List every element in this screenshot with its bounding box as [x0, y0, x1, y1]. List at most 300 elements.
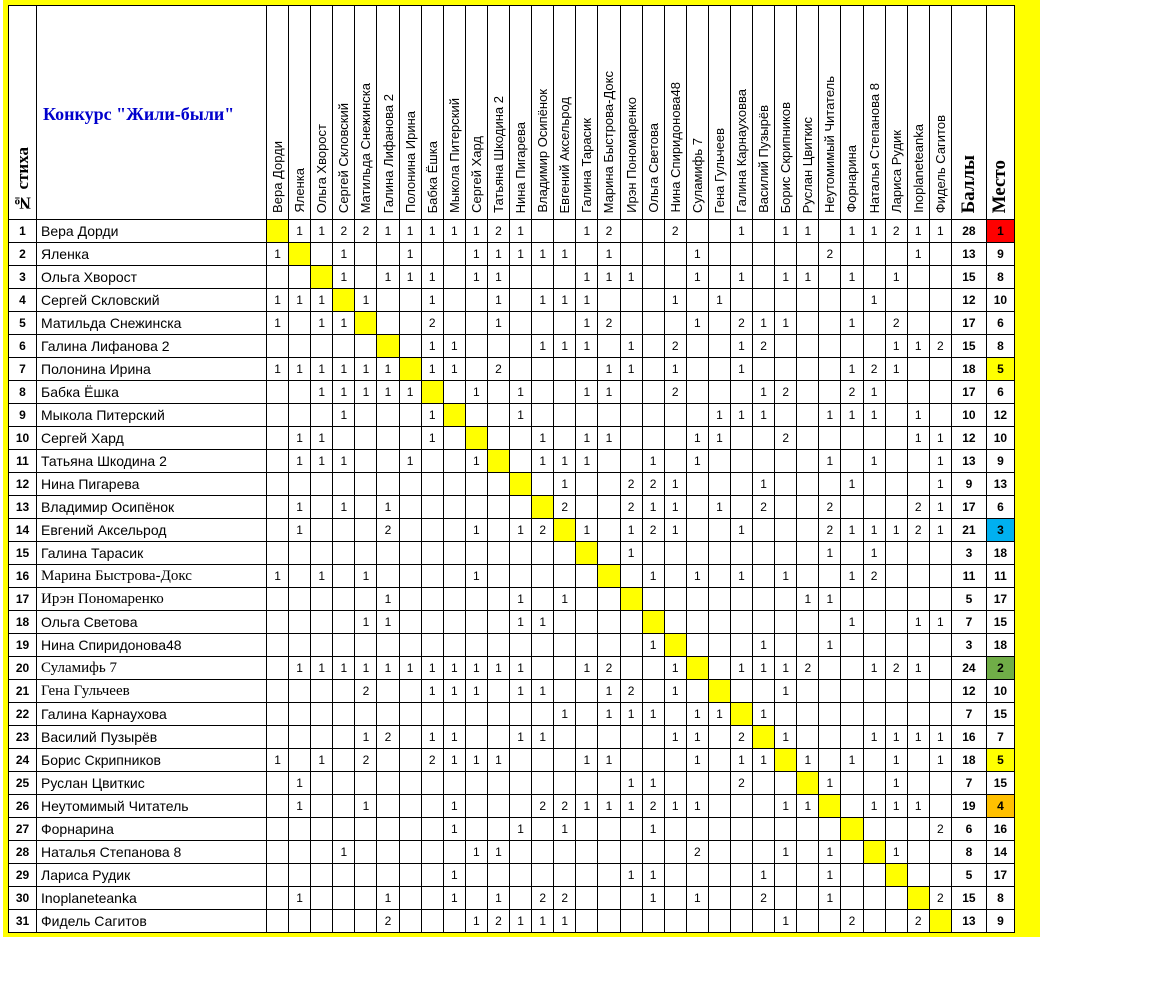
vote-cell[interactable]: 1 [377, 496, 399, 519]
vote-cell[interactable] [333, 703, 355, 726]
vote-cell[interactable]: 1 [355, 289, 377, 312]
vote-cell[interactable] [730, 381, 752, 404]
diagonal-cell[interactable] [532, 496, 554, 519]
vote-cell[interactable]: 1 [510, 657, 532, 680]
number-column-header[interactable] [9, 6, 37, 220]
vote-cell[interactable] [289, 588, 311, 611]
vote-cell[interactable]: 1 [775, 726, 797, 749]
vote-cell[interactable]: 1 [841, 266, 863, 289]
vote-cell[interactable] [797, 358, 819, 381]
vote-cell[interactable] [576, 841, 598, 864]
vote-cell[interactable] [554, 266, 576, 289]
vote-cell[interactable] [620, 450, 642, 473]
diagonal-cell[interactable] [708, 680, 730, 703]
diagonal-cell[interactable] [355, 312, 377, 335]
vote-cell[interactable] [620, 565, 642, 588]
vote-cell[interactable] [465, 289, 487, 312]
vote-cell[interactable] [355, 864, 377, 887]
vote-cell[interactable]: 1 [686, 312, 708, 335]
vote-cell[interactable] [819, 427, 841, 450]
vote-cell[interactable] [421, 611, 443, 634]
vote-cell[interactable]: 1 [863, 542, 885, 565]
vote-cell[interactable] [730, 496, 752, 519]
vote-cell[interactable] [819, 358, 841, 381]
row-number[interactable]: 22 [9, 703, 37, 726]
vote-cell[interactable] [797, 542, 819, 565]
vote-cell[interactable] [289, 312, 311, 335]
vote-cell[interactable] [686, 910, 708, 933]
vote-cell[interactable]: 1 [753, 473, 775, 496]
vote-cell[interactable]: 1 [487, 887, 509, 910]
vote-cell[interactable] [465, 358, 487, 381]
vote-cell[interactable]: 1 [554, 289, 576, 312]
vote-cell[interactable] [465, 726, 487, 749]
vote-cell[interactable] [753, 588, 775, 611]
vote-cell[interactable] [598, 841, 620, 864]
vote-cell[interactable] [267, 818, 289, 841]
vote-cell[interactable] [421, 588, 443, 611]
vote-cell[interactable] [620, 404, 642, 427]
vote-cell[interactable] [443, 381, 465, 404]
vote-cell[interactable]: 1 [443, 220, 465, 243]
row-number[interactable]: 7 [9, 358, 37, 381]
vote-cell[interactable] [267, 680, 289, 703]
vote-cell[interactable]: 1 [289, 496, 311, 519]
vote-cell[interactable]: 1 [443, 335, 465, 358]
row-number[interactable]: 10 [9, 427, 37, 450]
vote-cell[interactable] [885, 703, 907, 726]
vote-cell[interactable] [510, 542, 532, 565]
vote-cell[interactable] [267, 841, 289, 864]
vote-cell[interactable]: 2 [664, 335, 686, 358]
vote-cell[interactable] [465, 795, 487, 818]
author-name-cell[interactable]: Нина Спиридонова48 [37, 634, 267, 657]
vote-cell[interactable]: 2 [929, 887, 951, 910]
vote-cell[interactable]: 1 [664, 473, 686, 496]
vote-cell[interactable]: 1 [465, 565, 487, 588]
vote-cell[interactable]: 1 [311, 220, 333, 243]
vote-cell[interactable] [885, 818, 907, 841]
vote-cell[interactable] [598, 519, 620, 542]
vote-cell[interactable] [399, 611, 421, 634]
vote-cell[interactable] [443, 841, 465, 864]
vote-cell[interactable]: 1 [576, 749, 598, 772]
vote-cell[interactable] [377, 680, 399, 703]
vote-cell[interactable]: 1 [664, 680, 686, 703]
vote-cell[interactable] [708, 542, 730, 565]
vote-cell[interactable] [465, 542, 487, 565]
author-name-cell[interactable]: Ольга Хворост [37, 266, 267, 289]
vote-cell[interactable]: 2 [686, 841, 708, 864]
vote-cell[interactable]: 1 [841, 611, 863, 634]
vote-cell[interactable] [532, 703, 554, 726]
vote-cell[interactable] [797, 841, 819, 864]
row-number[interactable]: 9 [9, 404, 37, 427]
vote-cell[interactable] [399, 565, 421, 588]
vote-cell[interactable] [399, 404, 421, 427]
vote-cell[interactable]: 2 [863, 565, 885, 588]
column-header-7[interactable] [399, 6, 421, 220]
vote-cell[interactable] [929, 864, 951, 887]
vote-cell[interactable] [863, 588, 885, 611]
vote-cell[interactable] [311, 542, 333, 565]
vote-cell[interactable] [841, 772, 863, 795]
vote-cell[interactable] [642, 404, 664, 427]
author-name-cell[interactable]: Евгений Аксельрод [37, 519, 267, 542]
vote-cell[interactable] [797, 726, 819, 749]
vote-cell[interactable] [576, 726, 598, 749]
vote-cell[interactable] [267, 703, 289, 726]
vote-cell[interactable] [753, 565, 775, 588]
column-header-6[interactable] [377, 6, 399, 220]
place-cell[interactable]: 6 [986, 312, 1014, 335]
place-cell[interactable]: 3 [986, 519, 1014, 542]
vote-cell[interactable]: 2 [730, 726, 752, 749]
vote-cell[interactable] [797, 634, 819, 657]
place-cell[interactable]: 6 [986, 496, 1014, 519]
vote-cell[interactable] [421, 473, 443, 496]
place-cell[interactable]: 5 [986, 749, 1014, 772]
author-name-cell[interactable]: Яленка [37, 243, 267, 266]
vote-cell[interactable]: 1 [885, 266, 907, 289]
vote-cell[interactable] [929, 404, 951, 427]
vote-cell[interactable]: 1 [708, 703, 730, 726]
vote-cell[interactable] [730, 611, 752, 634]
vote-cell[interactable]: 1 [487, 312, 509, 335]
diagonal-cell[interactable] [642, 611, 664, 634]
vote-cell[interactable] [753, 542, 775, 565]
vote-cell[interactable]: 2 [333, 220, 355, 243]
vote-cell[interactable] [576, 404, 598, 427]
vote-cell[interactable] [753, 795, 775, 818]
vote-cell[interactable] [267, 542, 289, 565]
vote-cell[interactable] [377, 795, 399, 818]
vote-cell[interactable]: 1 [863, 726, 885, 749]
vote-cell[interactable]: 1 [289, 795, 311, 818]
row-number[interactable]: 18 [9, 611, 37, 634]
author-name-cell[interactable]: Inoplaneteanka [37, 887, 267, 910]
place-cell[interactable]: 5 [986, 358, 1014, 381]
diagonal-cell[interactable] [311, 266, 333, 289]
vote-cell[interactable] [355, 818, 377, 841]
vote-cell[interactable] [841, 450, 863, 473]
author-name-cell[interactable]: Руслан Цвиткис [37, 772, 267, 795]
vote-cell[interactable]: 1 [465, 243, 487, 266]
vote-cell[interactable] [510, 450, 532, 473]
vote-cell[interactable]: 1 [333, 657, 355, 680]
vote-cell[interactable] [289, 404, 311, 427]
vote-cell[interactable]: 1 [907, 427, 929, 450]
vote-cell[interactable] [333, 910, 355, 933]
vote-cell[interactable] [708, 588, 730, 611]
vote-cell[interactable]: 1 [554, 588, 576, 611]
vote-cell[interactable] [863, 634, 885, 657]
vote-cell[interactable] [510, 565, 532, 588]
vote-cell[interactable]: 2 [664, 220, 686, 243]
vote-cell[interactable] [355, 404, 377, 427]
vote-cell[interactable]: 1 [797, 588, 819, 611]
author-name-cell[interactable]: Ирэн Пономаренко [37, 588, 267, 611]
score-cell[interactable]: 5 [951, 864, 986, 887]
vote-cell[interactable] [399, 795, 421, 818]
vote-cell[interactable] [841, 634, 863, 657]
vote-cell[interactable] [686, 611, 708, 634]
vote-cell[interactable]: 2 [598, 220, 620, 243]
vote-cell[interactable] [708, 887, 730, 910]
vote-cell[interactable]: 1 [399, 243, 421, 266]
vote-cell[interactable]: 1 [532, 726, 554, 749]
vote-cell[interactable] [421, 841, 443, 864]
vote-cell[interactable] [377, 749, 399, 772]
vote-cell[interactable] [465, 404, 487, 427]
vote-cell[interactable] [399, 519, 421, 542]
vote-cell[interactable] [753, 427, 775, 450]
vote-cell[interactable] [708, 335, 730, 358]
vote-cell[interactable] [598, 772, 620, 795]
vote-cell[interactable]: 1 [775, 266, 797, 289]
vote-cell[interactable] [510, 358, 532, 381]
vote-cell[interactable]: 1 [797, 795, 819, 818]
row-number[interactable]: 13 [9, 496, 37, 519]
vote-cell[interactable] [664, 910, 686, 933]
diagonal-cell[interactable] [819, 795, 841, 818]
place-cell[interactable]: 10 [986, 680, 1014, 703]
vote-cell[interactable] [929, 565, 951, 588]
author-name-cell[interactable]: Форнарина [37, 818, 267, 841]
vote-cell[interactable]: 1 [907, 220, 929, 243]
vote-cell[interactable]: 1 [421, 657, 443, 680]
vote-cell[interactable]: 1 [510, 726, 532, 749]
diagonal-cell[interactable] [487, 450, 509, 473]
place-cell[interactable]: 17 [986, 864, 1014, 887]
vote-cell[interactable] [399, 427, 421, 450]
vote-cell[interactable] [267, 795, 289, 818]
vote-cell[interactable]: 2 [907, 496, 929, 519]
vote-cell[interactable] [399, 289, 421, 312]
vote-cell[interactable]: 1 [421, 680, 443, 703]
vote-cell[interactable] [819, 381, 841, 404]
vote-cell[interactable]: 1 [443, 657, 465, 680]
vote-cell[interactable] [377, 312, 399, 335]
score-cell[interactable]: 15 [951, 335, 986, 358]
vote-cell[interactable]: 1 [443, 864, 465, 887]
vote-cell[interactable] [311, 404, 333, 427]
vote-cell[interactable] [510, 289, 532, 312]
vote-cell[interactable] [708, 841, 730, 864]
vote-cell[interactable] [907, 818, 929, 841]
vote-cell[interactable] [863, 680, 885, 703]
vote-cell[interactable]: 2 [377, 726, 399, 749]
vote-cell[interactable] [377, 565, 399, 588]
vote-cell[interactable]: 1 [289, 220, 311, 243]
vote-cell[interactable]: 1 [642, 496, 664, 519]
row-number[interactable]: 5 [9, 312, 37, 335]
author-name-cell[interactable]: Галина Лифанова 2 [37, 335, 267, 358]
vote-cell[interactable] [443, 634, 465, 657]
author-name-cell[interactable]: Лариса Рудик [37, 864, 267, 887]
vote-cell[interactable] [267, 473, 289, 496]
vote-cell[interactable]: 1 [797, 220, 819, 243]
vote-cell[interactable]: 1 [775, 795, 797, 818]
vote-cell[interactable] [267, 910, 289, 933]
vote-cell[interactable]: 1 [554, 818, 576, 841]
vote-cell[interactable] [465, 634, 487, 657]
vote-cell[interactable] [355, 542, 377, 565]
vote-cell[interactable]: 2 [819, 243, 841, 266]
vote-cell[interactable] [819, 726, 841, 749]
vote-cell[interactable]: 1 [289, 772, 311, 795]
vote-cell[interactable] [929, 266, 951, 289]
vote-cell[interactable] [907, 450, 929, 473]
vote-cell[interactable] [929, 841, 951, 864]
vote-cell[interactable] [775, 634, 797, 657]
vote-cell[interactable]: 1 [642, 772, 664, 795]
vote-cell[interactable] [554, 841, 576, 864]
vote-cell[interactable] [620, 289, 642, 312]
vote-cell[interactable] [377, 841, 399, 864]
vote-cell[interactable] [841, 588, 863, 611]
vote-cell[interactable]: 1 [819, 841, 841, 864]
vote-cell[interactable] [753, 680, 775, 703]
vote-cell[interactable] [576, 565, 598, 588]
author-name-cell[interactable]: Татьяна Шкодина 2 [37, 450, 267, 473]
vote-cell[interactable] [863, 496, 885, 519]
vote-cell[interactable] [841, 680, 863, 703]
vote-cell[interactable] [598, 634, 620, 657]
vote-cell[interactable]: 1 [863, 220, 885, 243]
vote-cell[interactable]: 1 [841, 404, 863, 427]
vote-cell[interactable] [267, 519, 289, 542]
vote-cell[interactable] [333, 818, 355, 841]
vote-cell[interactable]: 1 [510, 243, 532, 266]
row-number[interactable]: 21 [9, 680, 37, 703]
vote-cell[interactable]: 1 [289, 427, 311, 450]
vote-cell[interactable] [686, 772, 708, 795]
vote-cell[interactable] [377, 404, 399, 427]
vote-cell[interactable]: 1 [532, 289, 554, 312]
score-cell[interactable]: 17 [951, 312, 986, 335]
vote-cell[interactable]: 1 [907, 335, 929, 358]
vote-cell[interactable]: 1 [620, 864, 642, 887]
vote-cell[interactable] [267, 726, 289, 749]
vote-cell[interactable]: 1 [907, 404, 929, 427]
vote-cell[interactable] [554, 680, 576, 703]
vote-cell[interactable] [399, 887, 421, 910]
vote-cell[interactable] [421, 818, 443, 841]
vote-cell[interactable] [576, 818, 598, 841]
row-number[interactable]: 8 [9, 381, 37, 404]
vote-cell[interactable] [289, 749, 311, 772]
vote-cell[interactable] [620, 634, 642, 657]
vote-cell[interactable] [399, 726, 421, 749]
vote-cell[interactable] [355, 841, 377, 864]
vote-cell[interactable] [664, 703, 686, 726]
row-number[interactable]: 6 [9, 335, 37, 358]
place-cell[interactable]: 7 [986, 726, 1014, 749]
vote-cell[interactable] [686, 680, 708, 703]
vote-cell[interactable] [620, 749, 642, 772]
vote-cell[interactable] [819, 680, 841, 703]
vote-cell[interactable]: 1 [465, 910, 487, 933]
vote-cell[interactable]: 1 [753, 312, 775, 335]
vote-cell[interactable]: 1 [708, 427, 730, 450]
author-name-cell[interactable]: Василий Пузырёв [37, 726, 267, 749]
vote-cell[interactable]: 1 [487, 243, 509, 266]
vote-cell[interactable] [333, 864, 355, 887]
score-cell[interactable]: 18 [951, 358, 986, 381]
diagonal-cell[interactable] [841, 818, 863, 841]
vote-cell[interactable]: 1 [598, 266, 620, 289]
author-name-cell[interactable]: Марина Быстрова-Докс [37, 565, 267, 588]
vote-cell[interactable] [333, 680, 355, 703]
vote-cell[interactable] [598, 289, 620, 312]
vote-cell[interactable]: 2 [554, 887, 576, 910]
vote-cell[interactable]: 1 [775, 680, 797, 703]
score-cell[interactable]: 24 [951, 657, 986, 680]
vote-cell[interactable]: 2 [664, 381, 686, 404]
vote-cell[interactable] [554, 864, 576, 887]
vote-cell[interactable] [487, 588, 509, 611]
row-number[interactable]: 31 [9, 910, 37, 933]
vote-cell[interactable]: 2 [377, 519, 399, 542]
vote-cell[interactable] [377, 289, 399, 312]
vote-cell[interactable] [289, 473, 311, 496]
vote-cell[interactable] [421, 634, 443, 657]
vote-cell[interactable]: 1 [510, 818, 532, 841]
vote-cell[interactable]: 1 [642, 565, 664, 588]
vote-cell[interactable] [267, 887, 289, 910]
vote-cell[interactable]: 1 [421, 335, 443, 358]
vote-cell[interactable]: 1 [443, 680, 465, 703]
diagonal-cell[interactable] [421, 381, 443, 404]
vote-cell[interactable]: 1 [355, 795, 377, 818]
place-cell[interactable]: 9 [986, 910, 1014, 933]
diagonal-cell[interactable] [929, 910, 951, 933]
diagonal-cell[interactable] [797, 772, 819, 795]
vote-cell[interactable]: 1 [753, 864, 775, 887]
vote-cell[interactable] [885, 588, 907, 611]
vote-cell[interactable] [841, 657, 863, 680]
vote-cell[interactable]: 1 [443, 887, 465, 910]
vote-cell[interactable]: 1 [355, 611, 377, 634]
vote-cell[interactable] [443, 519, 465, 542]
vote-cell[interactable] [532, 565, 554, 588]
vote-cell[interactable]: 1 [399, 450, 421, 473]
vote-cell[interactable] [532, 312, 554, 335]
vote-cell[interactable] [576, 496, 598, 519]
vote-cell[interactable]: 1 [421, 726, 443, 749]
vote-cell[interactable]: 2 [421, 312, 443, 335]
vote-cell[interactable] [753, 772, 775, 795]
vote-cell[interactable] [775, 450, 797, 473]
vote-cell[interactable] [819, 749, 841, 772]
vote-cell[interactable]: 1 [730, 266, 752, 289]
vote-cell[interactable] [885, 634, 907, 657]
vote-cell[interactable]: 1 [841, 473, 863, 496]
vote-cell[interactable] [907, 703, 929, 726]
column-header-12[interactable] [510, 6, 532, 220]
vote-cell[interactable] [885, 427, 907, 450]
vote-cell[interactable]: 1 [377, 657, 399, 680]
vote-cell[interactable] [333, 473, 355, 496]
vote-cell[interactable]: 1 [863, 381, 885, 404]
score-cell[interactable]: 7 [951, 611, 986, 634]
vote-cell[interactable] [333, 887, 355, 910]
vote-cell[interactable] [510, 864, 532, 887]
vote-cell[interactable]: 1 [487, 266, 509, 289]
vote-cell[interactable]: 1 [510, 519, 532, 542]
vote-cell[interactable] [775, 289, 797, 312]
